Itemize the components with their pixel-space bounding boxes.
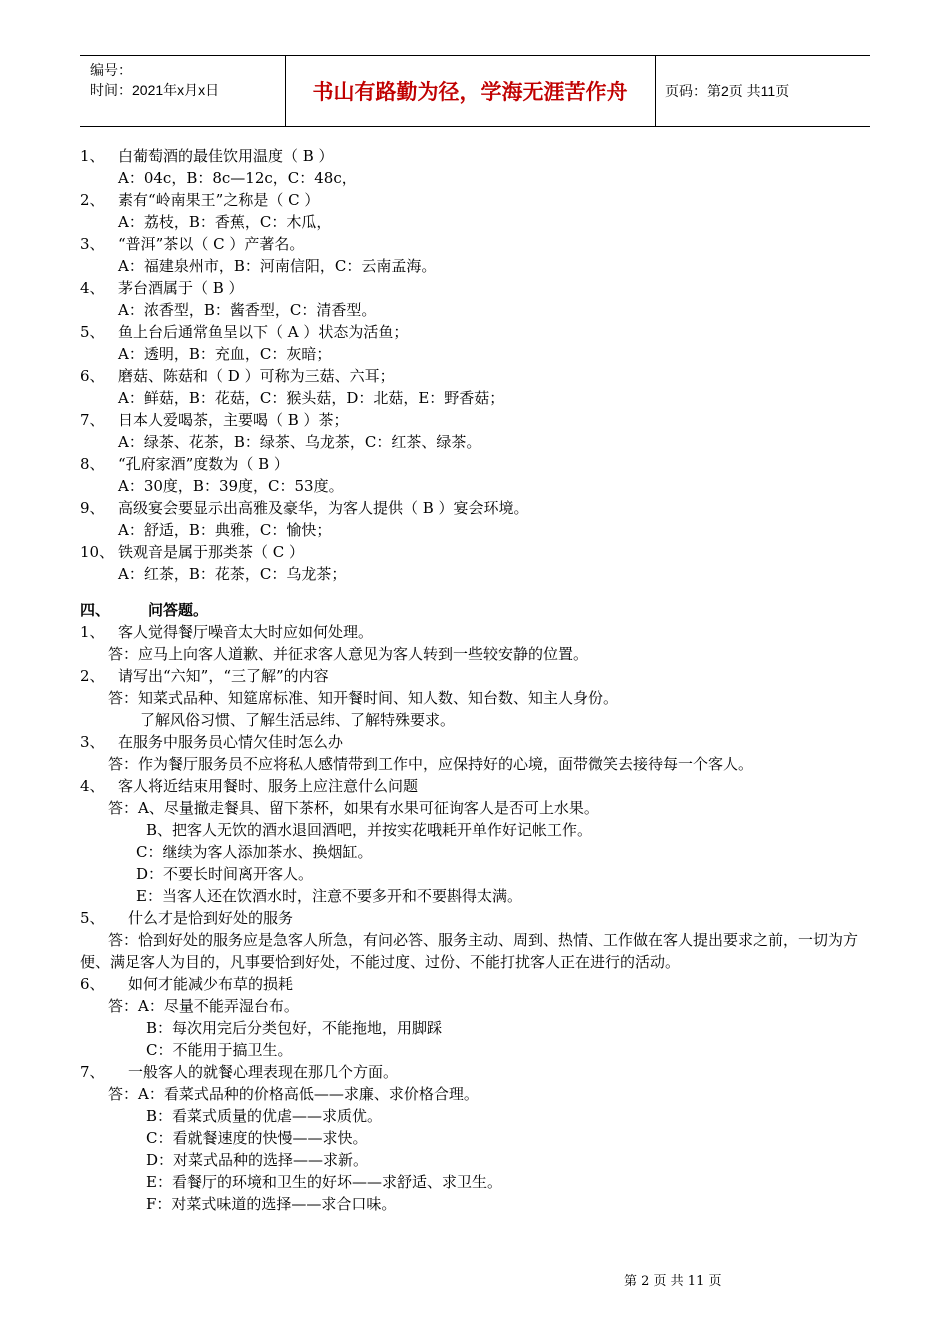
- mc-options: A：浓香型，B：酱香型，C：清香型。: [118, 301, 377, 319]
- mc-question-number: 2、: [80, 191, 105, 209]
- mc-question: [80, 189, 870, 211]
- section-heading: [80, 599, 870, 621]
- mc-question-text: 日本人爱喝茶，主要喝（ B ）茶；: [118, 411, 349, 429]
- qa-answer-line: F：对菜式味道的选择——求合口味。: [146, 1195, 397, 1213]
- mc-options: A：04c，B：8c—12c，C：48c，: [118, 169, 357, 187]
- mc-options: A：透明，B：充血，C：灰暗；: [118, 345, 332, 363]
- header-motto: 书山有路勤为径，学海无涯苦作舟: [285, 56, 656, 126]
- qa-answer-line: B：每次用完后分类包好，不能拖地，用脚踩: [146, 1019, 443, 1037]
- mc-question-text: 铁观音是属于那类茶（ C ）: [118, 543, 305, 561]
- mc-options: A：红茶，B：花茶，C：乌龙茶；: [118, 565, 347, 583]
- qa-answer-line: E：看餐厅的环境和卫生的好坏——求舒适、求卫生。: [146, 1173, 502, 1191]
- mc-question-text: 磨菇、陈菇和（ D ）可称为三菇、六耳；: [118, 367, 395, 385]
- qa-answer-line: E：当客人还在饮酒水时，注意不要多开和不要斟得太满。: [136, 887, 522, 905]
- mc-question-text: “孔府家酒”度数为（ B ）: [118, 455, 289, 473]
- qa-question: 6、 如何才能减少布草的损耗: [80, 975, 294, 993]
- qa-answer: 答：A：看菜式品种的价格高低——求廉、求价格合理。: [108, 1085, 479, 1103]
- section-title: 问答题。: [148, 601, 209, 619]
- qa-answer: 答：A：尽量不能弄湿台布。: [108, 997, 299, 1015]
- mc-options: A：鲜菇，B：花菇，C：猴头菇，D：北菇，E：野香菇；: [118, 389, 505, 407]
- mc-question: [80, 541, 870, 563]
- mc-question: [80, 497, 870, 519]
- qa-question: 4、 客人将近结束用餐时、服务上应注意什么问题: [80, 777, 419, 795]
- mc-options: A：30度，B：39度，C：53度。: [118, 477, 344, 495]
- qa-question: 2、 请写出“六知”，“三了解”的内容: [80, 667, 329, 685]
- section-number: 四、: [80, 601, 111, 619]
- qa-question: 5、 什么才是恰到好处的服务: [80, 909, 294, 927]
- header-page-label: 页码：第2页 共11页: [665, 83, 790, 99]
- mc-question-number: 6、: [80, 367, 105, 385]
- qa-answer: 答：A、尽量撤走餐具、留下茶杯，如果有水果可征询客人是否可上水果。: [108, 799, 599, 817]
- mc-question-number: 1、: [80, 147, 105, 165]
- qa-answer: 答：作为餐厅服务员不应将私人感情带到工作中，应保持好的心境，面带微笑去接待每一个客人。: [108, 755, 754, 773]
- mc-question: [80, 277, 870, 299]
- mc-question-text: 高级宴会要显示出高雅及豪华，为客人提供（ B ）宴会环境。: [118, 499, 529, 517]
- mc-question-number: 8、: [80, 455, 105, 473]
- header-meta: [80, 56, 286, 126]
- mc-question: [80, 453, 870, 475]
- mc-question-text: 茅台酒属于（ B ）: [118, 279, 244, 297]
- qa-answer-line: B、把客人无饮的酒水退回酒吧，并按实花哦耗开单作好记帐工作。: [146, 821, 593, 839]
- mc-options: A：绿茶、花茶，B：绿茶、乌龙茶，C：红茶、绿茶。: [118, 433, 482, 451]
- mc-question-text: 白葡萄酒的最佳饮用温度（ B ）: [118, 147, 334, 165]
- mc-question: [80, 145, 870, 167]
- mc-question-text: 鱼上台后通常鱼呈以下（ A ）状态为活鱼；: [118, 323, 409, 341]
- page-footer: 第 2 页 共 11 页: [624, 1274, 722, 1289]
- document-body: [80, 145, 870, 1215]
- doc-time-label: 时间：2021年x月x日: [90, 82, 220, 98]
- mc-question: [80, 233, 870, 255]
- mc-question-text: “普洱”茶以（ C ）产著名。: [118, 235, 305, 253]
- mc-question-number: 4、: [80, 279, 105, 297]
- mc-question: [80, 409, 870, 431]
- mc-question-text: 素有“岭南果王”之称是（ C ）: [118, 191, 320, 209]
- qa-answer: 答：应马上向客人道歉、并征求客人意见为客人转到一些较安静的位置。: [108, 645, 589, 663]
- multiple-choice-list: [80, 145, 870, 585]
- page-header: [80, 55, 870, 127]
- qa-question: 3、 在服务中服务员心情欠佳时怎么办: [80, 733, 344, 751]
- qa-question: 7、 一般客人的就餐心理表现在那几个方面。: [80, 1063, 399, 1081]
- mc-question-number: 3、: [80, 235, 105, 253]
- mc-options: A：舒适，B：典雅，C：愉快；: [118, 521, 332, 539]
- qa-answer-line: 了解风俗习惯、了解生活忌纬、了解特殊要求。: [140, 711, 456, 729]
- qa-answer-line: D：对菜式品种的选择——求新。: [146, 1151, 369, 1169]
- mc-question: [80, 321, 870, 343]
- qa-question: 1、 客人觉得餐厅噪音太大时应如何处理。: [80, 623, 374, 641]
- qa-answer-line: C：不能用于搞卫生。: [146, 1041, 293, 1059]
- qa-answer-line: D：不要长时间离开客人。: [136, 865, 314, 883]
- doc-number-label: 编号：: [90, 62, 132, 78]
- mc-question-number: 9、: [80, 499, 105, 517]
- mc-question-number: 7、: [80, 411, 105, 429]
- mc-question-number: 10、: [80, 543, 115, 561]
- mc-options: A：福建泉州市，B：河南信阳，C：云南孟海。: [118, 257, 437, 275]
- mc-question-number: 5、: [80, 323, 105, 341]
- qa-answer: 答：恰到好处的服务应是急客人所急，有问必答、服务主动、周到、热情、工作做在客人提出要求之前，一切为方便、满足客人为目的，凡事要恰到好处，不能过度、过份、不能打扰客人正在进行的活动。: [80, 931, 859, 971]
- qa-answer-line: C：继续为客人添加茶水、换烟缸。: [136, 843, 373, 861]
- qa-answer-line: B：看菜式质量的优虐——求质优。: [146, 1107, 383, 1125]
- mc-options: A：荔枝，B：香蕉，C：木瓜，: [118, 213, 332, 231]
- mc-question: [80, 365, 870, 387]
- qa-answer: 答：知菜式品种、知筵席标准、知开餐时间、知人数、知台数、知主人身份。: [108, 689, 619, 707]
- qa-answer-line: C：看就餐速度的快慢——求快。: [146, 1129, 368, 1147]
